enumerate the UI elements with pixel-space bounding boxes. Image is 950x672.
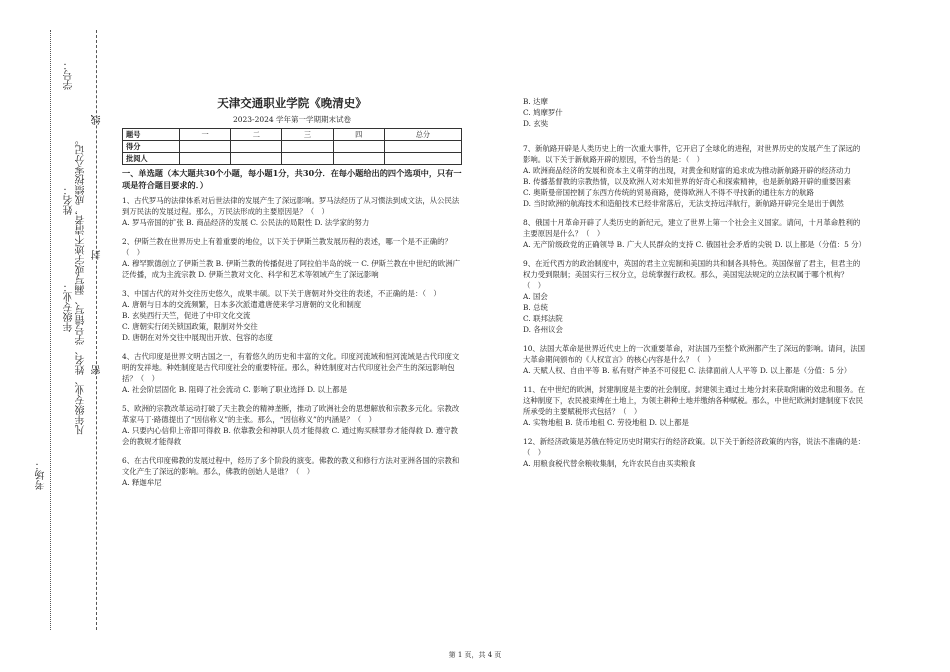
question-option[interactable]: C. 联邦法院 [523, 314, 563, 323]
question-block [523, 436, 865, 469]
seal-mark-3: 密 [92, 365, 103, 375]
question-stem: 4、古代印度是世界文明古国之一，有着悠久的历史和丰富的文化。印度河流域和恒河流域是古代印度文明的发祥地。种姓制度是古代印度社会的重要特征。那么，种姓制度对古代印度社会产生的深远影响包括？（ ） [122, 352, 460, 383]
question-block [523, 384, 865, 428]
question-stem: 1、古代罗马的法律体系对后世法律的发展产生了深远影响。罗马法经历了从习惯法到成文法，从公民法到万民法的发展过程。那么，万民法形成的主要原因是？（ ） [122, 196, 460, 216]
question-block [122, 351, 462, 395]
question-block [122, 236, 462, 280]
exam-subtitle: 2023-2024 学年第一学期期末试卷 [232, 115, 352, 124]
binding-strip [0, 0, 110, 672]
question-option[interactable]: A. 释迦牟尼 [122, 478, 162, 487]
question-option[interactable]: A. 国会 [523, 292, 548, 301]
score-header-1: 一 [180, 129, 231, 141]
section-heading: 一、单选题（本大题共30个小题，每小题1分，共30分．在每小题给出的四个选项中，只有一项是符合题目要求的．） [122, 168, 462, 190]
question-option[interactable]: D. 当时欧洲的航海技术和造船技术已经非常落后，无法支持远洋航行，新航路开辟完全是出于偶然 [523, 199, 844, 208]
question-option[interactable]: A. 穆罕默德创立了伊斯兰教 B. 伊斯兰教的传播促进了阿拉伯半岛的统一 C. 伊斯兰教在中世纪的欧洲广泛传播，成为主流宗教 D. 伊斯兰教对文化、科学和艺术等领域产生了深远影响 [122, 259, 460, 279]
left-question-list [122, 195, 462, 488]
question-option[interactable]: B. 达摩 [523, 97, 548, 106]
grader-row-label: 批阅人 [123, 153, 180, 165]
score-cell[interactable] [180, 141, 231, 153]
question-option[interactable]: D. 玄奘 [523, 119, 549, 128]
question-stem: 9、在近代西方的政治制度中，英国的君主立宪制和美国的共和制各具特色。英国保留了君主，但君主的权力受到限制；美国实行三权分立，总统掌握行政权。那么，美国宪法规定的立法权属于哪个机构？（ ） [523, 259, 861, 290]
question-stem: 5、欧洲的宗教改革运动打破了天主教会的精神垄断，推动了欧洲社会的思想解放和宗教多元化。宗教改革家马丁·路德提出了“因信称义”的主张。那么，“因信称义”的内涵是？（ ） [122, 404, 460, 424]
question-option[interactable]: B. 玄奘西行天竺，促进了中印文化交流 [122, 311, 251, 320]
score-row-label: 得分 [123, 141, 180, 153]
seal-mark-1: 线 [92, 115, 103, 125]
score-cell[interactable] [333, 141, 384, 153]
question-block [122, 455, 462, 488]
question-stem: 8、俄国十月革命开辟了人类历史的新纪元，建立了世界上第一个社会主义国家。请问，十月革命胜利的主要原因是什么？（ ） [523, 218, 861, 238]
grader-cell[interactable] [231, 153, 282, 165]
question-block [523, 258, 865, 335]
question-option[interactable]: D. 唐朝在对外交往中展现出开放、包容的态度 [122, 333, 273, 342]
exam-title: 天津交通职业学院《晚清史》 [217, 96, 367, 110]
cut-line [96, 30, 97, 630]
question-option[interactable]: A. 天赋人权、自由平等 B. 私有财产神圣不可侵犯 C. 法律面前人人平等 D. 以上都是（分值：5 分） [523, 366, 852, 375]
grader-cell[interactable] [180, 153, 231, 165]
left-column [122, 98, 462, 496]
question-option[interactable]: D. 各州议会 [523, 325, 563, 334]
question-option[interactable]: A. 罗马帝国的扩张 B. 商品经济的发展 C. 公民法的局限性 D. 法学家的努力 [122, 218, 370, 227]
question-stem: 10、法国大革命是世界近代史上的一次重要革命，对法国乃至整个欧洲都产生了深远的影响。请问，法国大革命期间颁布的《人权宣言》的核心内容是什么？（ ） [523, 344, 865, 364]
question-stem: 2、伊斯兰教在世界历史上有着重要的地位，以下关于伊斯兰教发展历程的表述，哪一个是不正确的？（ ） [122, 237, 452, 257]
question-stem: 12、新经济政策是苏俄在特定历史时期实行的经济政策。以下关于新经济政策的内容，说法不准确的是：（ ） [523, 437, 865, 457]
grader-cell[interactable] [282, 153, 333, 165]
question-option[interactable]: A. 社会阶层固化 B. 阻碍了社会流动 C. 影响了职业选择 D. 以上都是 [122, 385, 348, 394]
score-table [122, 128, 462, 165]
question-stem: 6、在古代印度佛教的发展过程中，经历了多个阶段的演变。佛教的教义和修行方法对亚洲各国的宗教和文化产生了深远的影响。那么，佛教的创始人是谁？（ ） [122, 456, 460, 476]
score-header-3: 三 [282, 129, 333, 141]
notice-text: 凡年级专业、姓名、学号错写、漏写或字迹不清者，成绩按零分记。 [76, 135, 87, 435]
fill-line [50, 30, 51, 630]
score-header-2: 二 [231, 129, 282, 141]
q6-continued-options [523, 96, 865, 129]
question-option[interactable]: A. 用粮食税代替余粮收集制，允许农民自由买卖粮食 [523, 459, 696, 468]
grader-cell[interactable] [384, 153, 461, 165]
question-option[interactable]: A. 唐朝与日本的交流频繁，日本多次派遣遣唐使来学习唐朝的文化和制度 [122, 300, 362, 309]
page-footer: 第 1 页，共 4 页 [448, 651, 502, 659]
question-block [523, 343, 865, 376]
question-block [122, 403, 462, 447]
question-option[interactable]: C. 奥斯曼帝国控制了东西方传统的贸易商路，使得欧洲人不得不寻找新的通往东方的航路 [523, 188, 814, 197]
question-stem: 3、中国古代的对外交往历史悠久，成果丰硕。以下关于唐朝对外交往的表述，不正确的是：（ ） [122, 289, 441, 298]
score-header-total: 总分 [384, 129, 461, 141]
question-block [122, 288, 462, 343]
seal-mark-2: 封 [92, 250, 103, 260]
question-option[interactable]: A. 欧洲商品经济的发展和资本主义萌芽的出现，对黄金和财富的追求成为推动新航路开辟的经济动力 [523, 166, 851, 175]
score-header-4: 四 [333, 129, 384, 141]
score-cell[interactable] [384, 141, 461, 153]
question-option[interactable]: C. 唐朝实行闭关锁国政策，限制对外交往 [122, 322, 258, 331]
question-stem: 11、在中世纪的欧洲，封建制度是主要的社会制度。封建领主通过土地分封来获取附庸的效忠和服务。在这种制度下，农民被束缚在土地上，为领主耕种土地并缴纳各种赋税。那么，中世纪欧洲封建制度下农民所承受的主要赋税形式包括？（ ） [523, 385, 865, 416]
question-option[interactable]: A. 实物地租 B. 货币地租 C. 劳役地租 D. 以上都是 [523, 418, 689, 427]
score-cell[interactable] [231, 141, 282, 153]
question-option[interactable]: B. 总统 [523, 303, 548, 312]
question-option[interactable]: B. 传播基督教的宗教热情，以及欧洲人对未知世界的好奇心和探索精神，也是新航路开辟的重要因素 [523, 177, 851, 186]
right-column [523, 96, 865, 477]
question-option[interactable]: C. 鸠摩罗什 [523, 108, 563, 117]
question-block [523, 217, 865, 250]
question-option[interactable]: A. 无产阶级政党的正确领导 B. 广大人民群众的支持 C. 俄国社会矛盾的尖锐 D. 以上都是（分值：5 分） [523, 240, 866, 249]
student-id-label: 学号： [64, 60, 75, 90]
site-label: 考场： [36, 460, 47, 490]
question-block [122, 195, 462, 228]
score-header-number: 题号 [123, 129, 180, 141]
question-block [523, 143, 865, 209]
score-cell[interactable] [282, 141, 333, 153]
grader-cell[interactable] [333, 153, 384, 165]
class-label: 年级专业： [64, 282, 75, 332]
name-label: 姓名： [64, 185, 75, 215]
question-option[interactable]: A. 只要内心信仰上帝即可得救 B. 依靠教会和神职人员才能得救 C. 通过购买赎罪券才能得救 D. 遵守教会的教规才能得救 [122, 426, 458, 446]
question-stem: 7、新航路开辟是人类历史上的一次重大事件，它开启了全球化的进程，对世界历史的发展产生了深远的影响。以下关于新航路开辟的原因，不恰当的是：（ ） [523, 144, 861, 164]
right-question-list [523, 143, 865, 469]
